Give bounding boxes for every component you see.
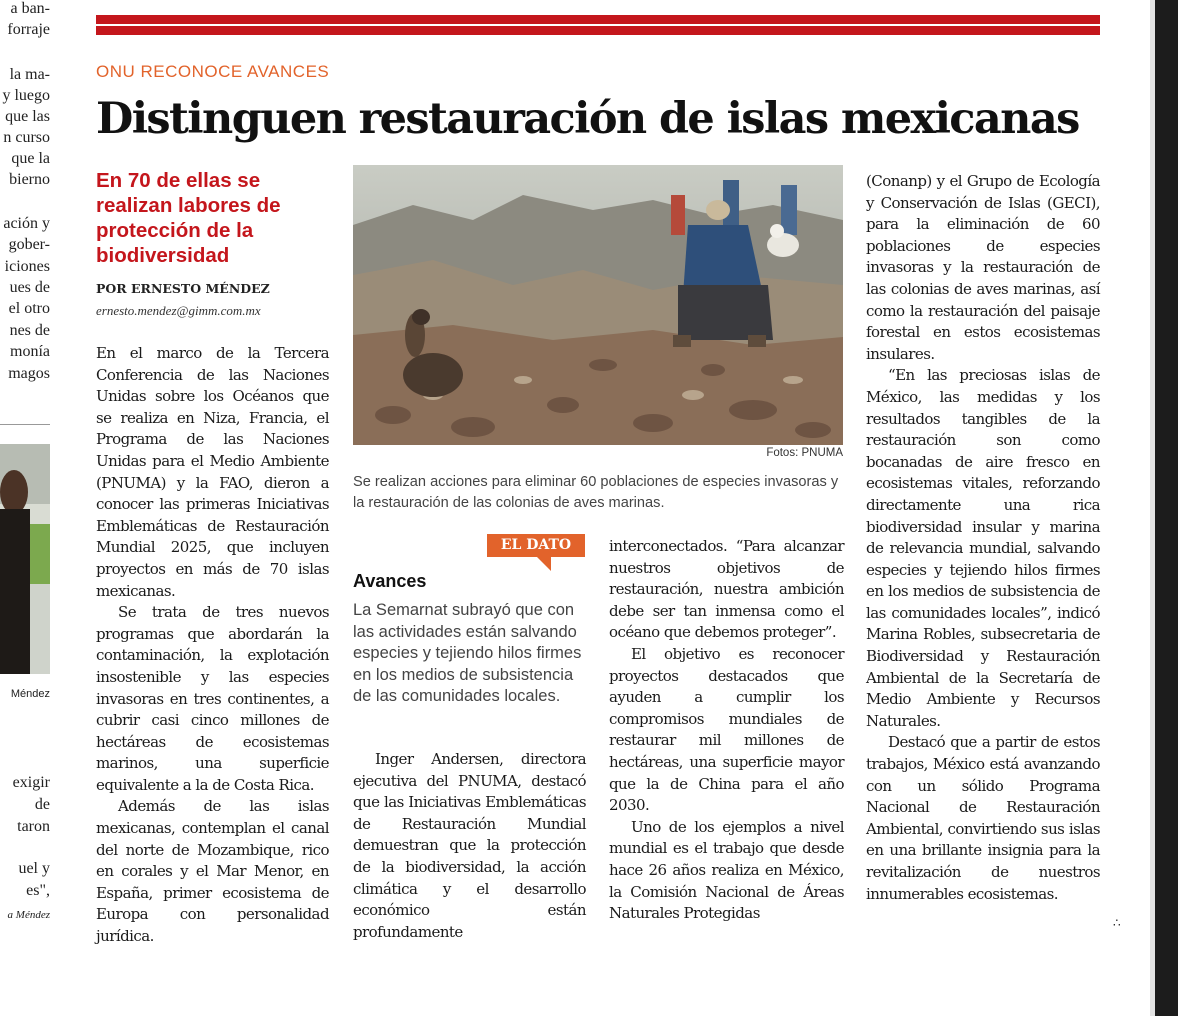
paragraph: Uno de los ejemplos a nivel mundial es el trabajo que desde hace 26 años realiza en México, la Comisión Nacional de Áreas Naturales Protegidas xyxy=(609,817,844,923)
photo-credit: Fotos: PNUMA xyxy=(766,447,843,459)
fragment: exigir xyxy=(12,774,50,791)
paragraph: El objetivo es reconocer proyectos destacados que ayuden a cumplir los compromisos mundiales de restaurar mil millones de hectáreas, una superficie mayor que la de China para el año 2030. xyxy=(609,644,844,815)
fragment: a ban- xyxy=(10,0,50,17)
fragment: el otro xyxy=(8,300,50,317)
fragment: gober- xyxy=(8,236,50,253)
fragment: es", xyxy=(26,882,50,899)
fragment: ación y xyxy=(3,215,50,232)
end-of-article-mark: ∴ xyxy=(1113,916,1121,930)
kicker: ONU RECONOCE AVANCES xyxy=(96,62,330,81)
paragraph: Inger Andersen, directora ejecutiva del PNUMA, destacó que las Iniciativas Emblemáticas de Restauración Mundial demuestran que la protección de la biodiversidad, la acción climática y el desarrollo económico están profundamente xyxy=(353,750,586,941)
page-edge xyxy=(1155,0,1178,1016)
paragraph: interconectados. “Para alcanzar nuestros objetivos de restauración, nuestra ambición debe ser tan inmensa como el océano que debemos proteger”. xyxy=(609,537,844,642)
paragraph: Se trata de tres nuevos programas que abordarán la contaminación, la explotación insostenible y las especies invasoras en tres continentes, a cubrir casi cinco millones de hectáreas de ecosistemas marinos, una superficie equivalente a la de Costa Rica. xyxy=(96,603,329,794)
fragment: de xyxy=(34,796,50,813)
byline-author: POR ERNESTO MÉNDEZ xyxy=(96,281,270,296)
fragment: iciones xyxy=(4,258,50,275)
fragment: monía xyxy=(10,343,50,360)
el-dato-title: Avances xyxy=(353,571,427,591)
paragraph: En el marco de la Tercera Conferencia de las Naciones Unidas sobre los Océanos que se realiza en Niza, Francia, el Programa de las Naciones Unidas para el Medio Ambiente (PNUMA) y la FAO, dieron a conocer las primeras Iniciativas Emblemáticas de Restauración Mundial 2025, que incluyen proyectos en más de 70 islas mexicanas. xyxy=(96,344,329,600)
fragment: nes de xyxy=(9,322,50,339)
byline-email[interactable]: ernesto.mendez@gimm.com.mx xyxy=(96,303,261,318)
fragment: forraje xyxy=(7,21,50,38)
fragment: magos xyxy=(8,365,50,382)
headline: Distinguen restauración de islas mexicanas xyxy=(96,94,1079,144)
deck: En 70 de ellas se realizan labores de protección de la biodiversidad xyxy=(96,169,281,267)
body-column-4 xyxy=(866,171,1100,905)
previous-article-photo xyxy=(0,444,50,674)
fragment: y luego xyxy=(2,87,50,104)
paragraph: (Conanp) y el Grupo de Ecología y Conservación de Islas (GECI), para la eliminación de 60 poblaciones de especies invasoras y la restauración de las colonias de aves marinas, así como la restauración del paisaje forestal en estos ecosistemas insulares. xyxy=(866,172,1100,363)
byline-credit: a Méndez xyxy=(7,909,50,921)
el-dato-text: La Semarnat subrayó que con las actividades están salvando especies y tejiendo hilos firmes en los medios de subsistencia de las comunidades locales. xyxy=(353,601,582,706)
fragment: n curso xyxy=(3,129,50,146)
body-column-1 xyxy=(96,343,329,948)
paragraph: “En las preciosas islas de México, las medidas y los resultados tangibles de la restauración son como bocanadas de aire fresco en ecosistemas vitales, reforzando directamente una rica biodiversidad insular y marina de relevancia mundial, salvando especies y tejiendo hilos firmes en los medios de subsistencia de las comunidades locales”, indicó Marina Robles, subsecretaria de Biodiversidad y Restauración Ambiental de la Secretaría de Medio Ambiente y Recursos Naturales. xyxy=(866,366,1100,730)
body-column-2 xyxy=(353,749,586,943)
fragment: bierno xyxy=(9,171,50,188)
photo-caption: Se realizan acciones para eliminar 60 poblaciones de especies invasoras y la restauración de las colonias de aves marinas. xyxy=(353,474,839,511)
previous-article-strip xyxy=(0,0,50,1016)
fragment: uel y xyxy=(18,860,50,877)
fragment: que la xyxy=(11,150,50,167)
body-column-3 xyxy=(609,536,844,925)
fragment: que las xyxy=(5,108,50,125)
el-dato-tag: EL DATO xyxy=(487,534,585,557)
main-photo xyxy=(353,165,843,445)
fragment: taron xyxy=(17,818,50,835)
divider xyxy=(0,424,50,425)
paragraph: Además de las islas mexicanas, contemplan el canal del norte de Mozambique, rico en corales y el Mar Menor, en España, primer ecosistema de Europa con personalidad jurídica. xyxy=(96,797,329,946)
el-dato-pointer xyxy=(537,557,551,571)
fragment: la ma- xyxy=(9,66,50,83)
section-bar xyxy=(96,15,1100,35)
paragraph: Destacó que a partir de estos trabajos, México está avanzando con un sólido Programa Nacional de Restauración Ambiental, convirtiendo sus islas en una brillante insignia para la revitalización de nuestros innumerables ecosistemas. xyxy=(866,733,1100,903)
fragment: ues de xyxy=(9,279,50,296)
photo-credit: Méndez xyxy=(10,688,50,700)
